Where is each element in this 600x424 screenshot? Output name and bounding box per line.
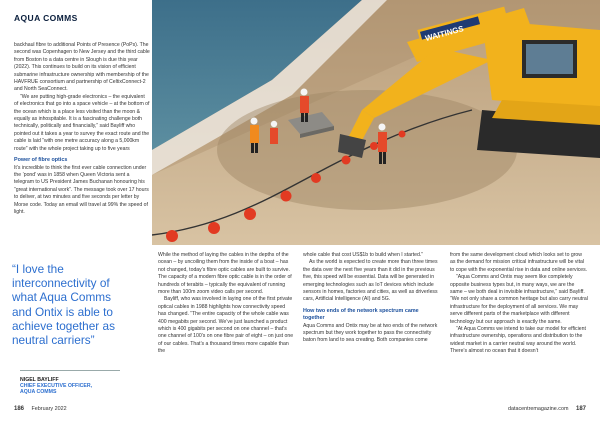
- paragraph: As the world is expected to create more than three times the data over the next five years than it did in the previous five, this speed will be essential. Data will be generated in emerging technologies such as IoT devices which include sensors in homes, factories and cities, as well as driverless cars, Artificial Intelligence (AI) and 5G.: [303, 259, 438, 303]
- article-column-2: [158, 252, 294, 356]
- article-column-3: [303, 252, 439, 345]
- paragraph: “Aqua Comms and Ontix may seem like completely opposite business types but, in many ways, we are the same – we both deal in invisible infrastructure,” said Bayliff. “We not only share a common heritage but also carry neutral infrastructure for the deployment of all services. We may serve different parts of the marketplace with different technology but our approach is exactly the same.: [450, 274, 588, 325]
- paragraph: backhaul fibre to additional Points of Presence (PoPs). The second was Copenhagen to New Jersey and the third cable from Boston to a data centre in Slough is due this year (2022). This continues to build on its vision of efficient submarine infrastructure ownership with membership of the HAVFRUE consortium and partnership of CeltixConnect-2 and North SeaConnect.: [14, 42, 150, 93]
- subheading: How two ends of the network spectrum came together: [303, 307, 419, 322]
- article-column-4: [450, 252, 588, 356]
- paragraph: While the method of laying the cables in the depths of the ocean – by uncoiling them from the inside of a boat – has not changed, today’s fibre optic cables are built to survive. The capacity of a modern fibre optic cable is in the order of hundreds of terabits – typically the equivalent of running more than 100m zoom video calls per second.: [158, 252, 292, 296]
- page-number: 186: [14, 406, 25, 412]
- quote-divider: [20, 370, 120, 371]
- quote-author-role: [20, 383, 92, 395]
- paragraph: from the same development cloud which looks set to grow as the demand for mission critical infrastructure will be vital to cope with the exponential rise in data and online services.: [450, 252, 588, 273]
- issue-date: February 2022: [31, 406, 67, 412]
- paragraph: “At Aqua Comms we intend to take our model for efficient infrastructure ownership, operations and distribution to the widest market in a carrier neutral way around the world. There’s almost no ocean that it doesn’t: [450, 326, 586, 355]
- footer-left: [14, 406, 67, 412]
- quote-author-role-line: AQUA COMMS: [20, 389, 57, 395]
- paragraph: It’s incredible to think the first ever cable connection under the ‘pond’ was in 1858 when Queen Victoria sent a telegram to US President James Buchanan honouring his “great international work”. The message took over 17 hours to deliver, at two minutes and five seconds per letter by Morse code. Today an email will travel at 99% the speed of light.: [14, 164, 149, 215]
- paragraph: Bayliff, who was involved in laying one of the first private optical cables in 1988 highlights how connectivity speed has changed. “The entire capacity of the whole cable was 400 megabits per second. We’ve just launched a product which is 400 gigabits per second on one channel – that’s one channel of 100’s on one fibre pair of eight – on just one of our cables. That’s a thousand times more capable than the: [158, 296, 294, 355]
- article-column-1: [14, 42, 150, 216]
- cable-landing-photo: [152, 0, 600, 245]
- page-number: 187: [575, 406, 586, 412]
- quote-author-role-line: CHIEF EXECUTIVE OFFICER,: [20, 383, 93, 389]
- site-url[interactable]: datacentremagazine.com: [507, 406, 569, 412]
- paragraph: Aqua Comms and Ontix may be at two ends of the network spectrum but they work together to pass the connectivity baton from land to sea creating. Both companies come: [303, 322, 438, 344]
- quote-author-name: NIGEL BAYLIFF: [20, 377, 59, 383]
- excavator-brand: WAITINGS: [424, 24, 465, 44]
- section-title: AQUA COMMS: [14, 13, 78, 23]
- footer-right: [508, 406, 586, 412]
- subheading: Power of fibre optics: [14, 157, 68, 164]
- pull-quote: “I love the interconnectivity of what Aqua Comms and Ontix is able to achieve together as neutral carriers”: [12, 262, 115, 348]
- paragraph: “We are putting high-grade electronics – the equivalent of electronics that go into a space vehicle – at the bottom of the ocean which is a place less visited than the moon & equally as inhospitable. It is a fascinating challenge both technically, politically and financially,” said Bayliff who pointed out it takes a year to survey the exact route and the cable is laid “with one metre accuracy along a 5,000km route” with the whole project taking up to five years: [14, 93, 150, 152]
- paragraph: whole cable that cost US$1b to build when I started.”: [303, 252, 424, 258]
